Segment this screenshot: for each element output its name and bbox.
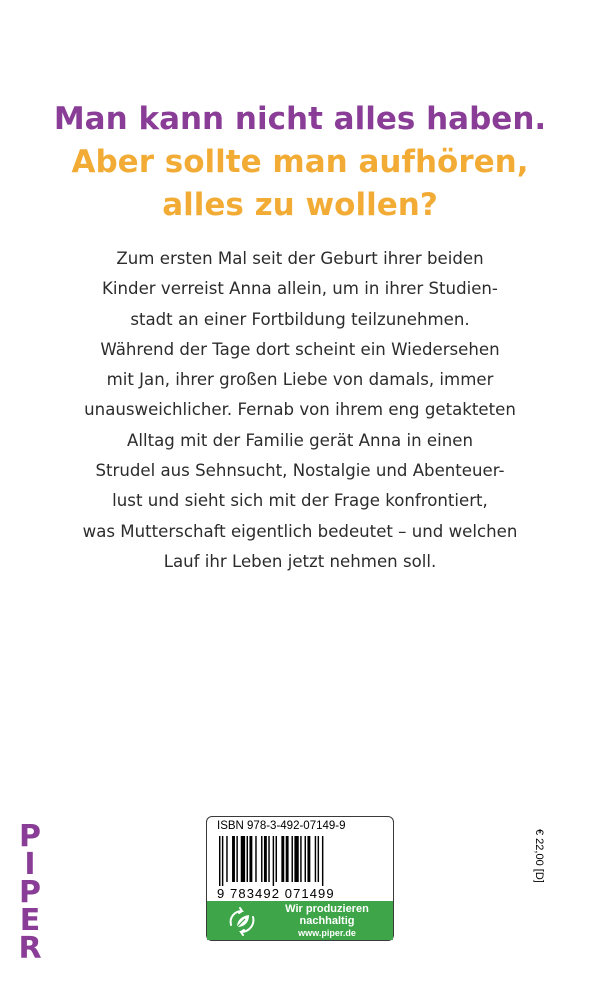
barcode-bar [276,836,277,882]
blurb-line: Lauf ihr Leben jetzt nehmen soll. [163,551,437,571]
blurb-line: Alltag mit der Familie gerät Anna in einen [127,430,473,450]
publisher-letter: P [19,819,41,854]
barcode-bar [222,836,223,886]
blurb-line: stadt an einer Fortbildung teilzunehmen. [130,309,470,329]
price-label: € 22,00 [D] [533,829,545,883]
barcode-bar [264,836,267,882]
barcode-bar [292,836,293,882]
blurb-line: Während der Tage dort scheint ein Wiedersehen [100,339,500,359]
headline [0,98,600,227]
barcode-bar [232,836,235,882]
recycle-leaf-icon [225,905,259,937]
publisher-letter: I [24,847,36,882]
barcode-bar [300,836,301,882]
headline-line-1: Man kann nicht alles haben. [53,101,547,137]
publisher-logo [10,819,50,966]
barcode-bar [255,836,256,882]
blurb-line: Zum ersten Mal seit der Geburt ihrer beiden [116,249,484,268]
blurb-line: unausweichlicher. Fernab von ihrem eng getakteten [84,400,516,420]
barcode-bar [261,836,262,882]
barcode-bar [281,836,284,882]
headline-line-2: Aber sollte man aufhören, [71,144,529,180]
blurb-line: was Mutterschaft eigentlich bedeutet – und welchen [82,521,518,541]
barcode-bar [249,836,252,882]
sustainability-text [267,903,387,939]
isbn-barcode-box [206,816,545,941]
barcode-bar [273,836,274,886]
barcode-bar [286,836,289,882]
barcode-bar [322,836,323,886]
barcode-bar [219,836,220,886]
sustainability-banner [207,901,393,940]
barcode-bar [226,836,227,882]
sustainability-line-1: Wir produzieren [285,903,369,915]
barcode-bar [305,836,306,882]
blurb-line: lust und sieht sich mit der Frage konfrontiert, [112,491,488,511]
publisher-letter: P [19,875,41,910]
blurb-text [60,244,540,577]
ean-digits: 9 783492 071499 [217,886,335,901]
blurb-line: Strudel aus Sehnsucht, Nostalgie und Abenteuer- [95,461,505,481]
barcode-bar [307,836,310,882]
barcode-bar [241,836,245,882]
barcode-bar [294,836,298,882]
isbn-number: ISBN 978-3-492-07149-9 [217,820,346,832]
barcode-bar [236,836,237,882]
publisher-letter: E [19,903,41,938]
barcode-bar [315,836,316,882]
barcode [217,836,369,886]
headline-line-3: alles zu wollen? [162,187,438,223]
publisher-letter: R [18,931,42,966]
blurb-line: mit Jan, ihrer großen Liebe von damals, immer [106,370,494,390]
sustainability-line-2: nachhaltig [299,915,355,927]
blurb-line: Kinder verreist Anna allein, um in ihrer Studien- [102,279,498,299]
barcode-bar [318,836,319,882]
barcode-bar [268,836,269,882]
publisher-url[interactable]: www.piper.de [298,928,356,938]
barcode-bar [247,836,248,882]
